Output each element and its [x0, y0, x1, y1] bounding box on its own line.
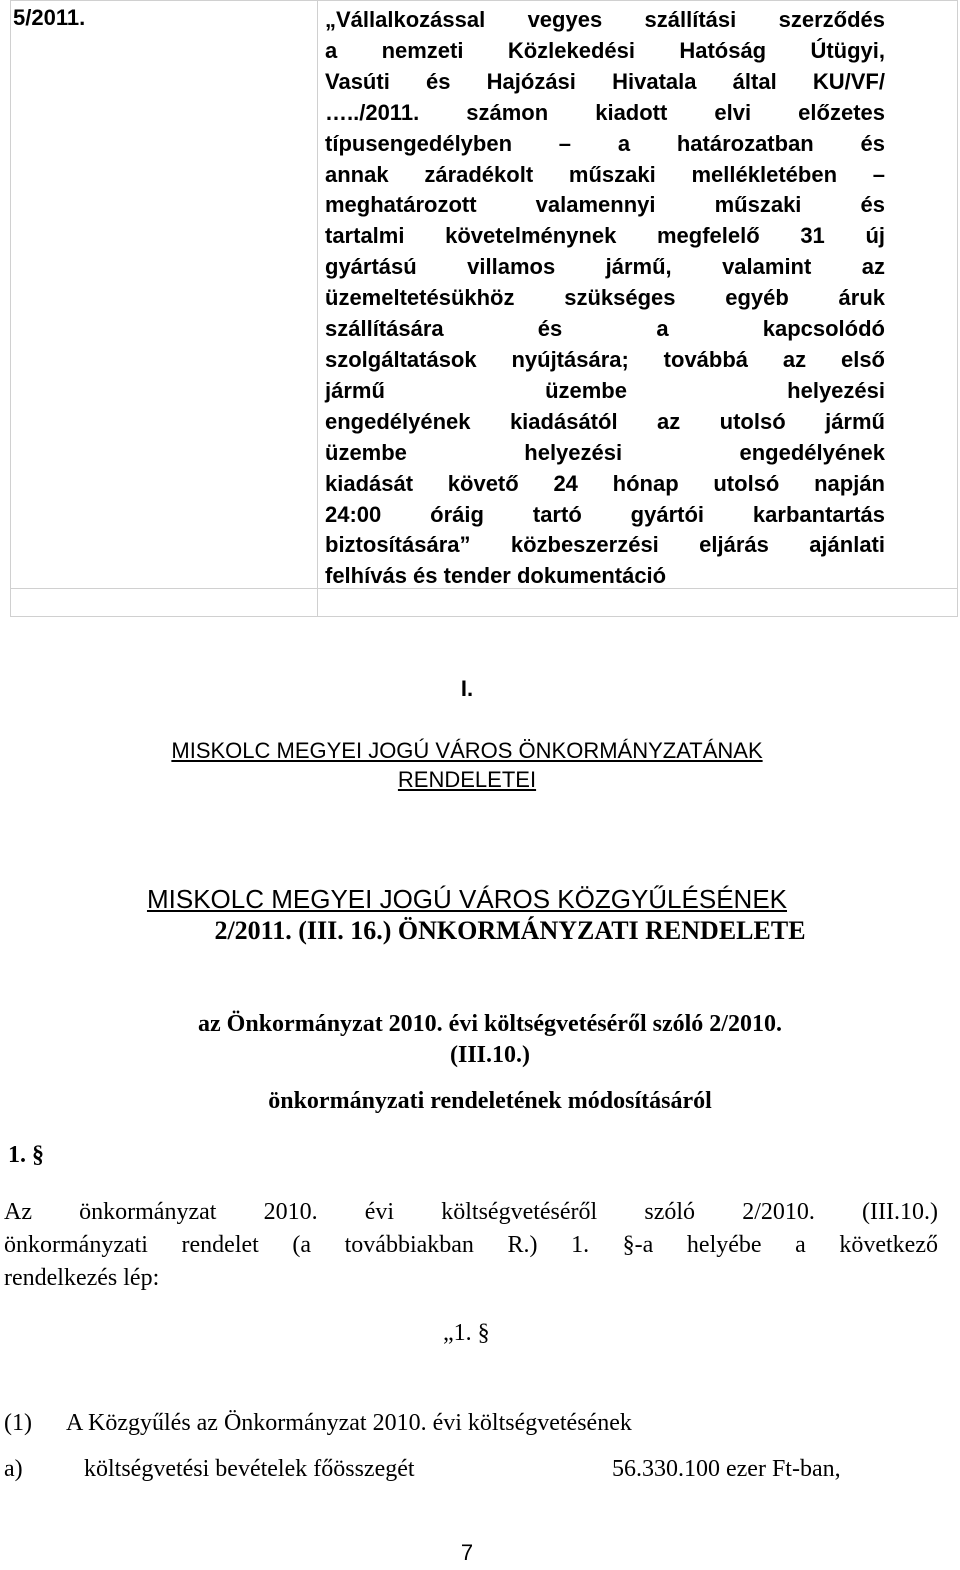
list-item-label: (1) — [4, 1410, 32, 1436]
title-line: a nemzeti Közlekedési Hatóság Útügyi, — [325, 37, 885, 63]
list-item-text: költségvetési bevételek főösszegét — [84, 1456, 415, 1482]
body-line: önkormányzati rendelet (a továbbiakban R.) 1. §-a helyébe a következő — [4, 1232, 938, 1258]
title-line: jármű üzembe helyezési — [325, 377, 885, 403]
table-row — [11, 589, 957, 616]
body-paragraph — [4, 1196, 938, 1295]
title-line: gyártású villamos jármű, valamint az — [325, 254, 885, 280]
body-line: rendelkezés lép: — [4, 1265, 160, 1291]
table-cell-empty — [11, 589, 318, 616]
assembly-title: MISKOLC MEGYEI JOGÚ VÁROS KÖZGYŰLÉSÉNEK — [146, 884, 788, 914]
title-line: 24:00 óráig tartó gyártói karbantartás — [325, 501, 885, 527]
section-roman-numeral: I. — [460, 676, 474, 701]
title-line: „Vállalkozással vegyes szállítási szerződés — [325, 7, 885, 32]
title-line: meghatározott valamennyi műszaki és — [325, 192, 885, 218]
title-line: típusengedélyben – a határozatban és — [325, 130, 885, 156]
title-line: felhívás és tender dokumentáció — [325, 563, 667, 589]
document-table — [10, 0, 958, 617]
title-line: kiadását követő 24 hónap utolsó napján — [325, 470, 885, 496]
table-cell-empty — [318, 589, 957, 616]
decree-subject-line: az Önkormányzat 2010. évi költségvetéséről szóló 2/2010. — [198, 1011, 782, 1037]
title-line: tartalmi követelménynek megfelelő 31 új — [325, 223, 885, 249]
section-heading-line: MISKOLC MEGYEI JOGÚ VÁROS ÖNKORMÁNYZATÁNAK — [171, 738, 763, 763]
title-line: engedélyének kiadásától az utolsó jármű — [325, 408, 885, 434]
section-heading-line: RENDELETEI — [397, 767, 537, 792]
title-line: szolgáltatások nyújtására; továbbá az első — [325, 346, 885, 372]
document-title — [318, 1, 957, 592]
title-line: Vasúti és Hajózási Hivatala által KU/VF/ — [325, 68, 885, 94]
table-row — [11, 1, 957, 589]
list-item-text: A Közgyűlés az Önkormányzat 2010. évi költségvetésének — [66, 1410, 632, 1436]
list-item — [4, 1456, 904, 1483]
list-item-label: a) — [4, 1456, 23, 1482]
quoted-paragraph-label: „1. § — [443, 1320, 490, 1346]
title-line: biztosítására” közbeszerzési eljárás ajánlati — [325, 532, 885, 558]
body-line: Az önkormányzat 2010. évi költségvetéséről szóló 2/2010. (III.10.) — [4, 1199, 938, 1225]
decree-title: 2/2011. (III. 16.) ÖNKORMÁNYZATI RENDELETE — [214, 916, 806, 945]
title-line: …../2011. számon kiadott elvi előzetes — [325, 99, 885, 125]
list-item-amount: 56.330.100 ezer Ft-ban, — [612, 1456, 841, 1482]
decree-subject-line: (III.10.) — [449, 1042, 530, 1068]
page-number: 7 — [460, 1540, 474, 1565]
decree-subject-line: önkormányzati rendeletének módosításáról — [268, 1088, 712, 1114]
table-cell-number — [11, 1, 318, 588]
title-line: üzemeltetésükhöz szükséges egyéb áruk — [325, 285, 885, 311]
title-line: üzembe helyezési engedélyének — [325, 439, 885, 465]
document-number: 5/2011. — [13, 5, 86, 30]
list-item — [4, 1410, 632, 1437]
table-cell-title — [318, 1, 957, 588]
title-line: annak záradékolt műszaki mellékletében – — [325, 161, 885, 187]
title-line: szállítására és a kapcsolódó — [325, 316, 885, 342]
paragraph-label: 1. § — [8, 1142, 44, 1168]
section-heading — [0, 736, 934, 794]
